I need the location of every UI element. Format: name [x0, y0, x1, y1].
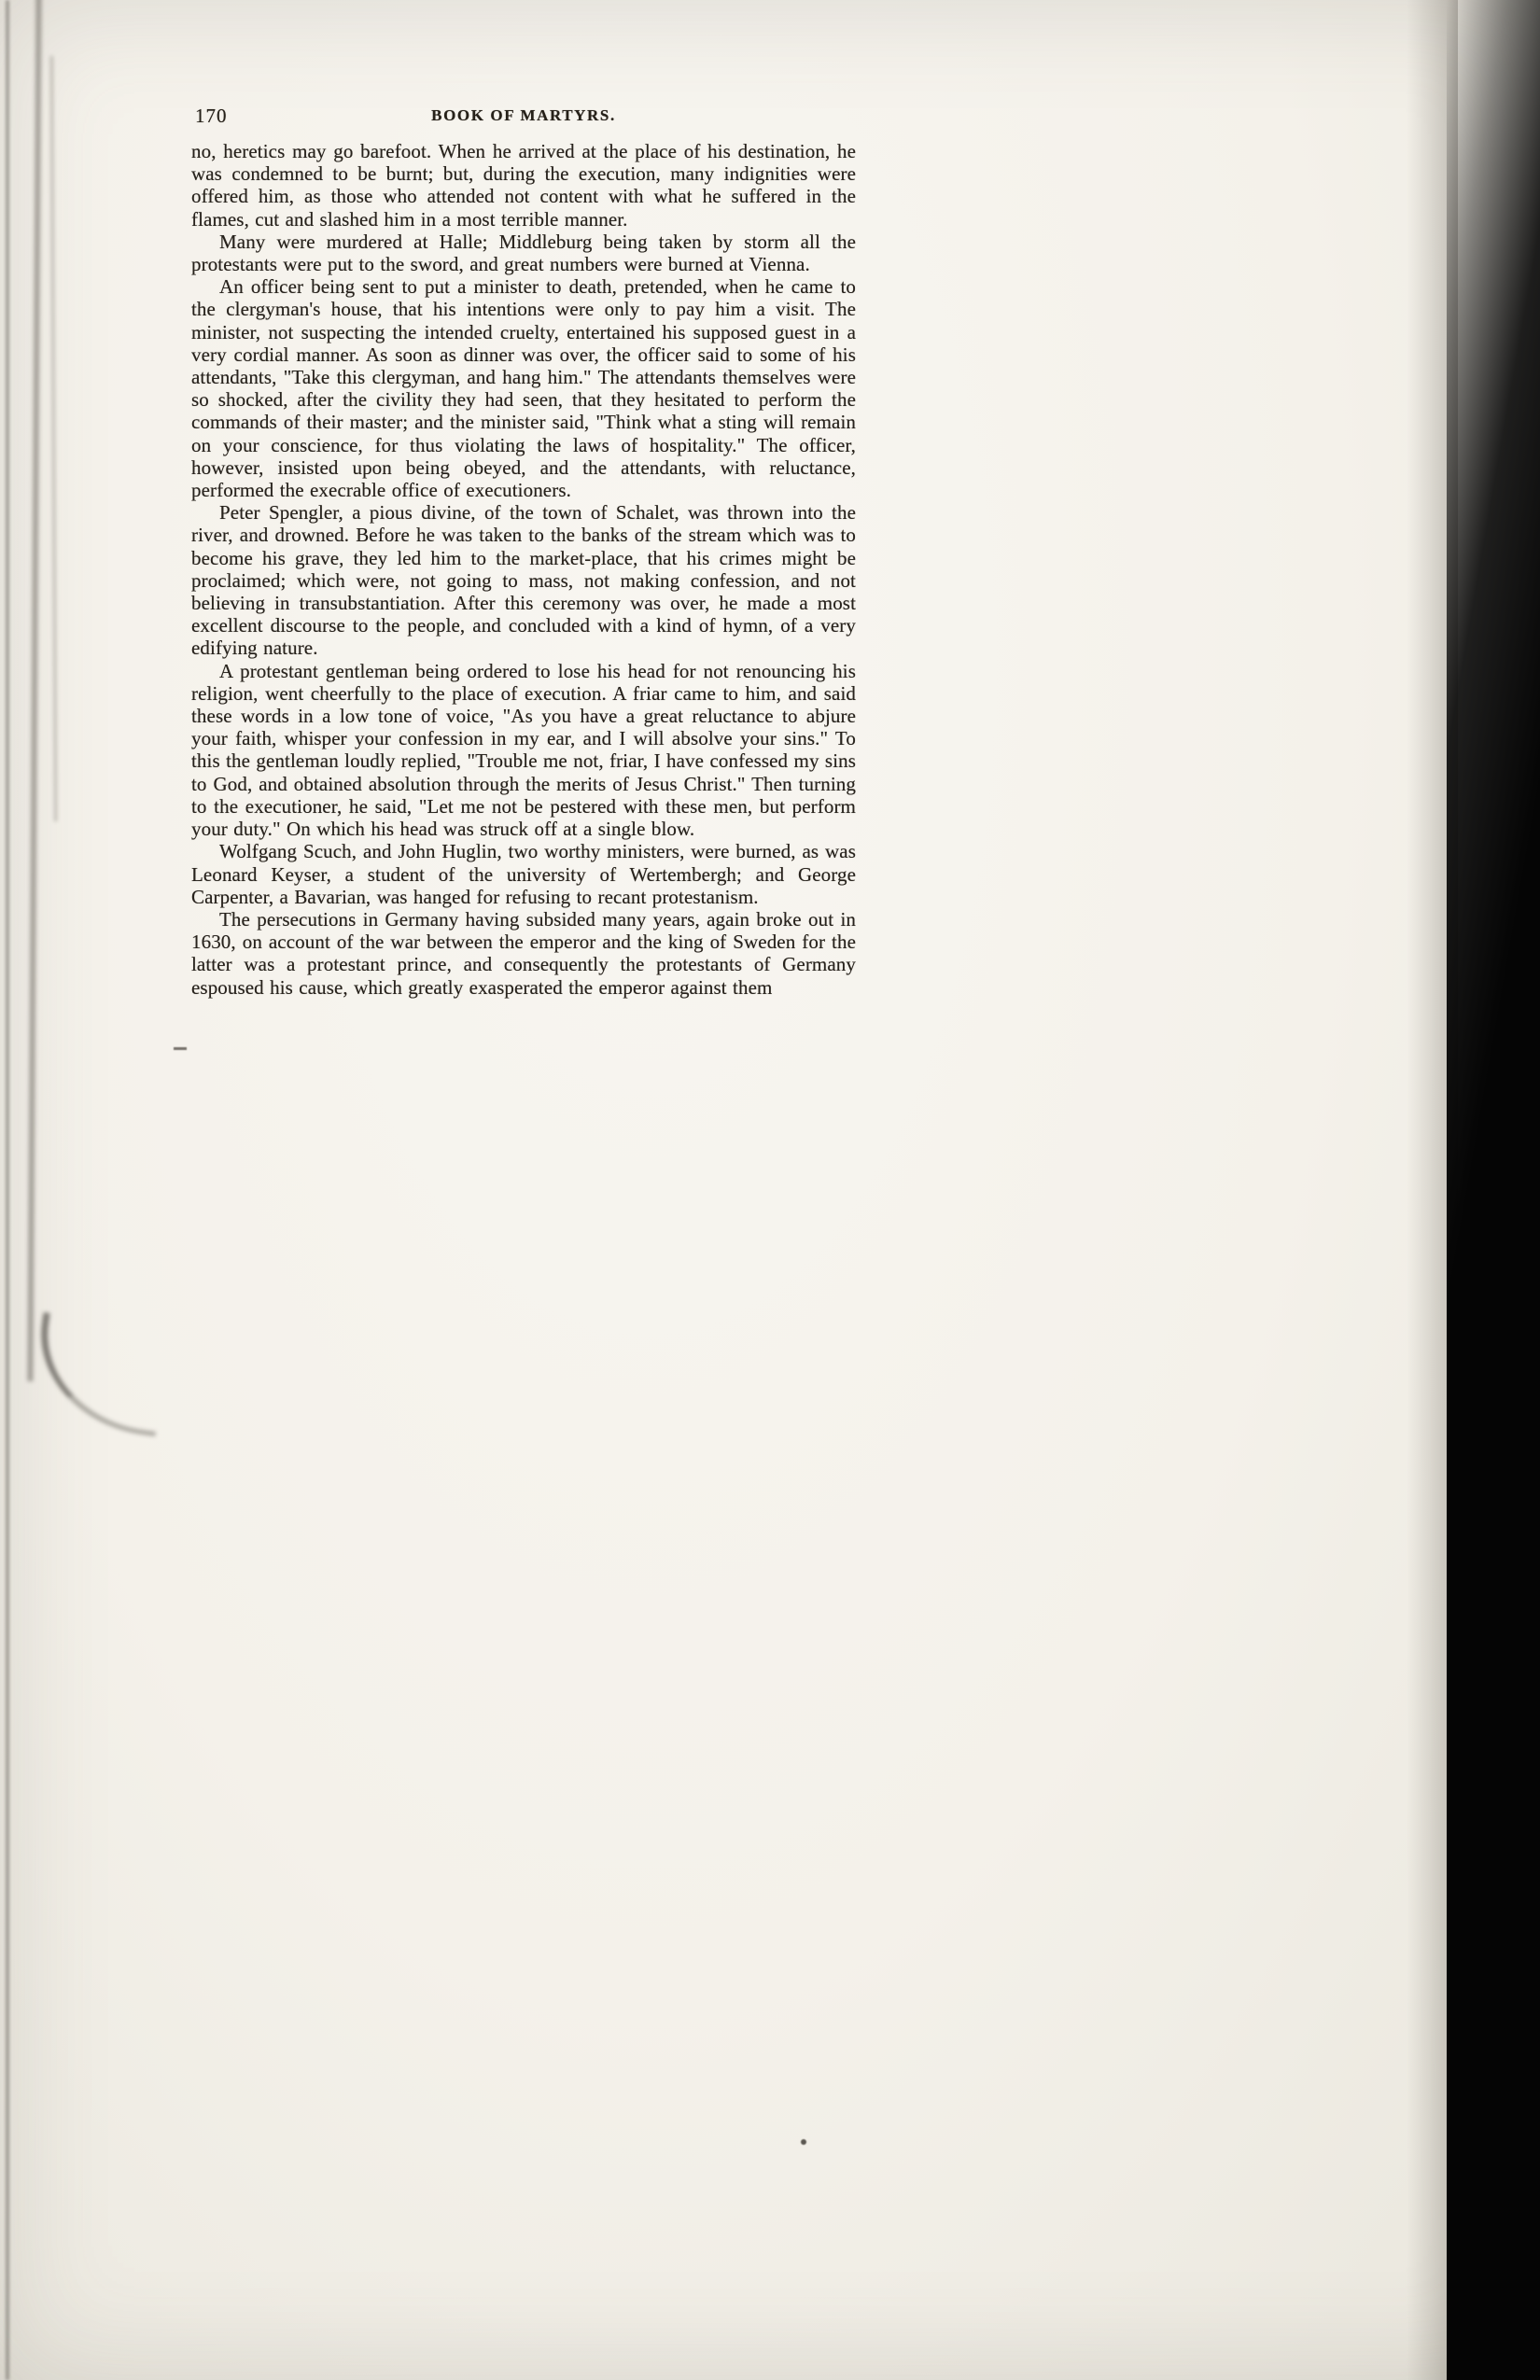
scan-speck-artifact [174, 1047, 187, 1050]
paragraph: Peter Spengler, a pious divine, of the town of Schalet, was thrown into the river, and drowned. Before he was taken to the banks of the stream which was to become his grave, they led him to the market-place, that his crimes might be proclaimed; which were, not going to mass, not making confession, and not believing in transubstantiation. After this ceremony was over, he made a most excellent discourse to the people, and concluded with a kind of hymn, of a very edifying nature. [191, 501, 856, 660]
paragraph: The persecutions in Germany having subsided many years, again broke out in 1630, on account of the war between the emperor and the king of Sweden for the latter was a protestant prince, and consequently the protestants of Germany espoused his cause, which greatly exasperated the emperor against them [191, 907, 856, 999]
scan-streak-artifact [6, 0, 9, 2380]
page-text [191, 140, 856, 999]
scan-speck-artifact [801, 2139, 806, 2145]
paragraph: An officer being sent to put a minister to death, pretended, when he came to the clergyman's house, that his intentions were only to pay him a visit. The minister, not suspecting the intended cruelty, entertained his supposed guest in a very cordial manner. As soon as dinner was over, the officer said to some of his attendants, "Take this clergyman, and hang him." The attendants themselves were so shocked, after the civility they had seen, that they hesitated to perform the commands of their master; and the minister said, "Think what a sting will remain on your conscience, for thus violating the laws of hospitality." The officer, however, insisted upon being obeyed, and the attendants, with reluctance, performed the execrable office of executioners. [191, 275, 856, 502]
page-header [191, 103, 856, 131]
running-header: BOOK OF MARTYRS. [431, 106, 616, 124]
scan-smudge-artifact [29, 1312, 171, 1436]
paragraph-continuation: no, heretics may go barefoot. When he arrived at the place of his destination, he was condemned to be burnt; but, during the execution, many indignities were offered him, as those who attended not content with what he suffered in the flames, cut and slashed him in a most terrible manner. [191, 140, 856, 231]
page-number: 170 [195, 105, 228, 127]
paragraph: Wolfgang Scuch, and John Huglin, two worthy ministers, were burned, as was Leonard Keyser, a student of the university of Wertembergh; and George Carpenter, a Bavarian, was hanged for refusing to recant protestanism. [191, 840, 856, 908]
paragraph: Many were murdered at Halle; Middleburg being taken by storm all the protestants were put to the sword, and great numbers were burned at Vienna. [191, 230, 856, 276]
scan-edge-black-band [1447, 0, 1540, 2380]
scan-streak-artifact [27, 0, 41, 1381]
scan-streak-artifact [50, 56, 57, 821]
paragraph: A protestant gentleman being ordered to lose his head for not renouncing his religion, went cheerfully to the place of execution. A friar came to him, and said these words in a low tone of voice, "As you have a great reluctance to abjure your faith, whisper your confession in my ear, and I will absolve your sins." To this the gentleman loudly replied, "Trouble me not, friar, I have confessed my sins to God, and obtained absolution through the merits of Jesus Christ." Then turning to the executioner, he said, "Let me not be pestered with these men, but perform your duty." On which his head was struck off at a single blow. [191, 659, 856, 841]
